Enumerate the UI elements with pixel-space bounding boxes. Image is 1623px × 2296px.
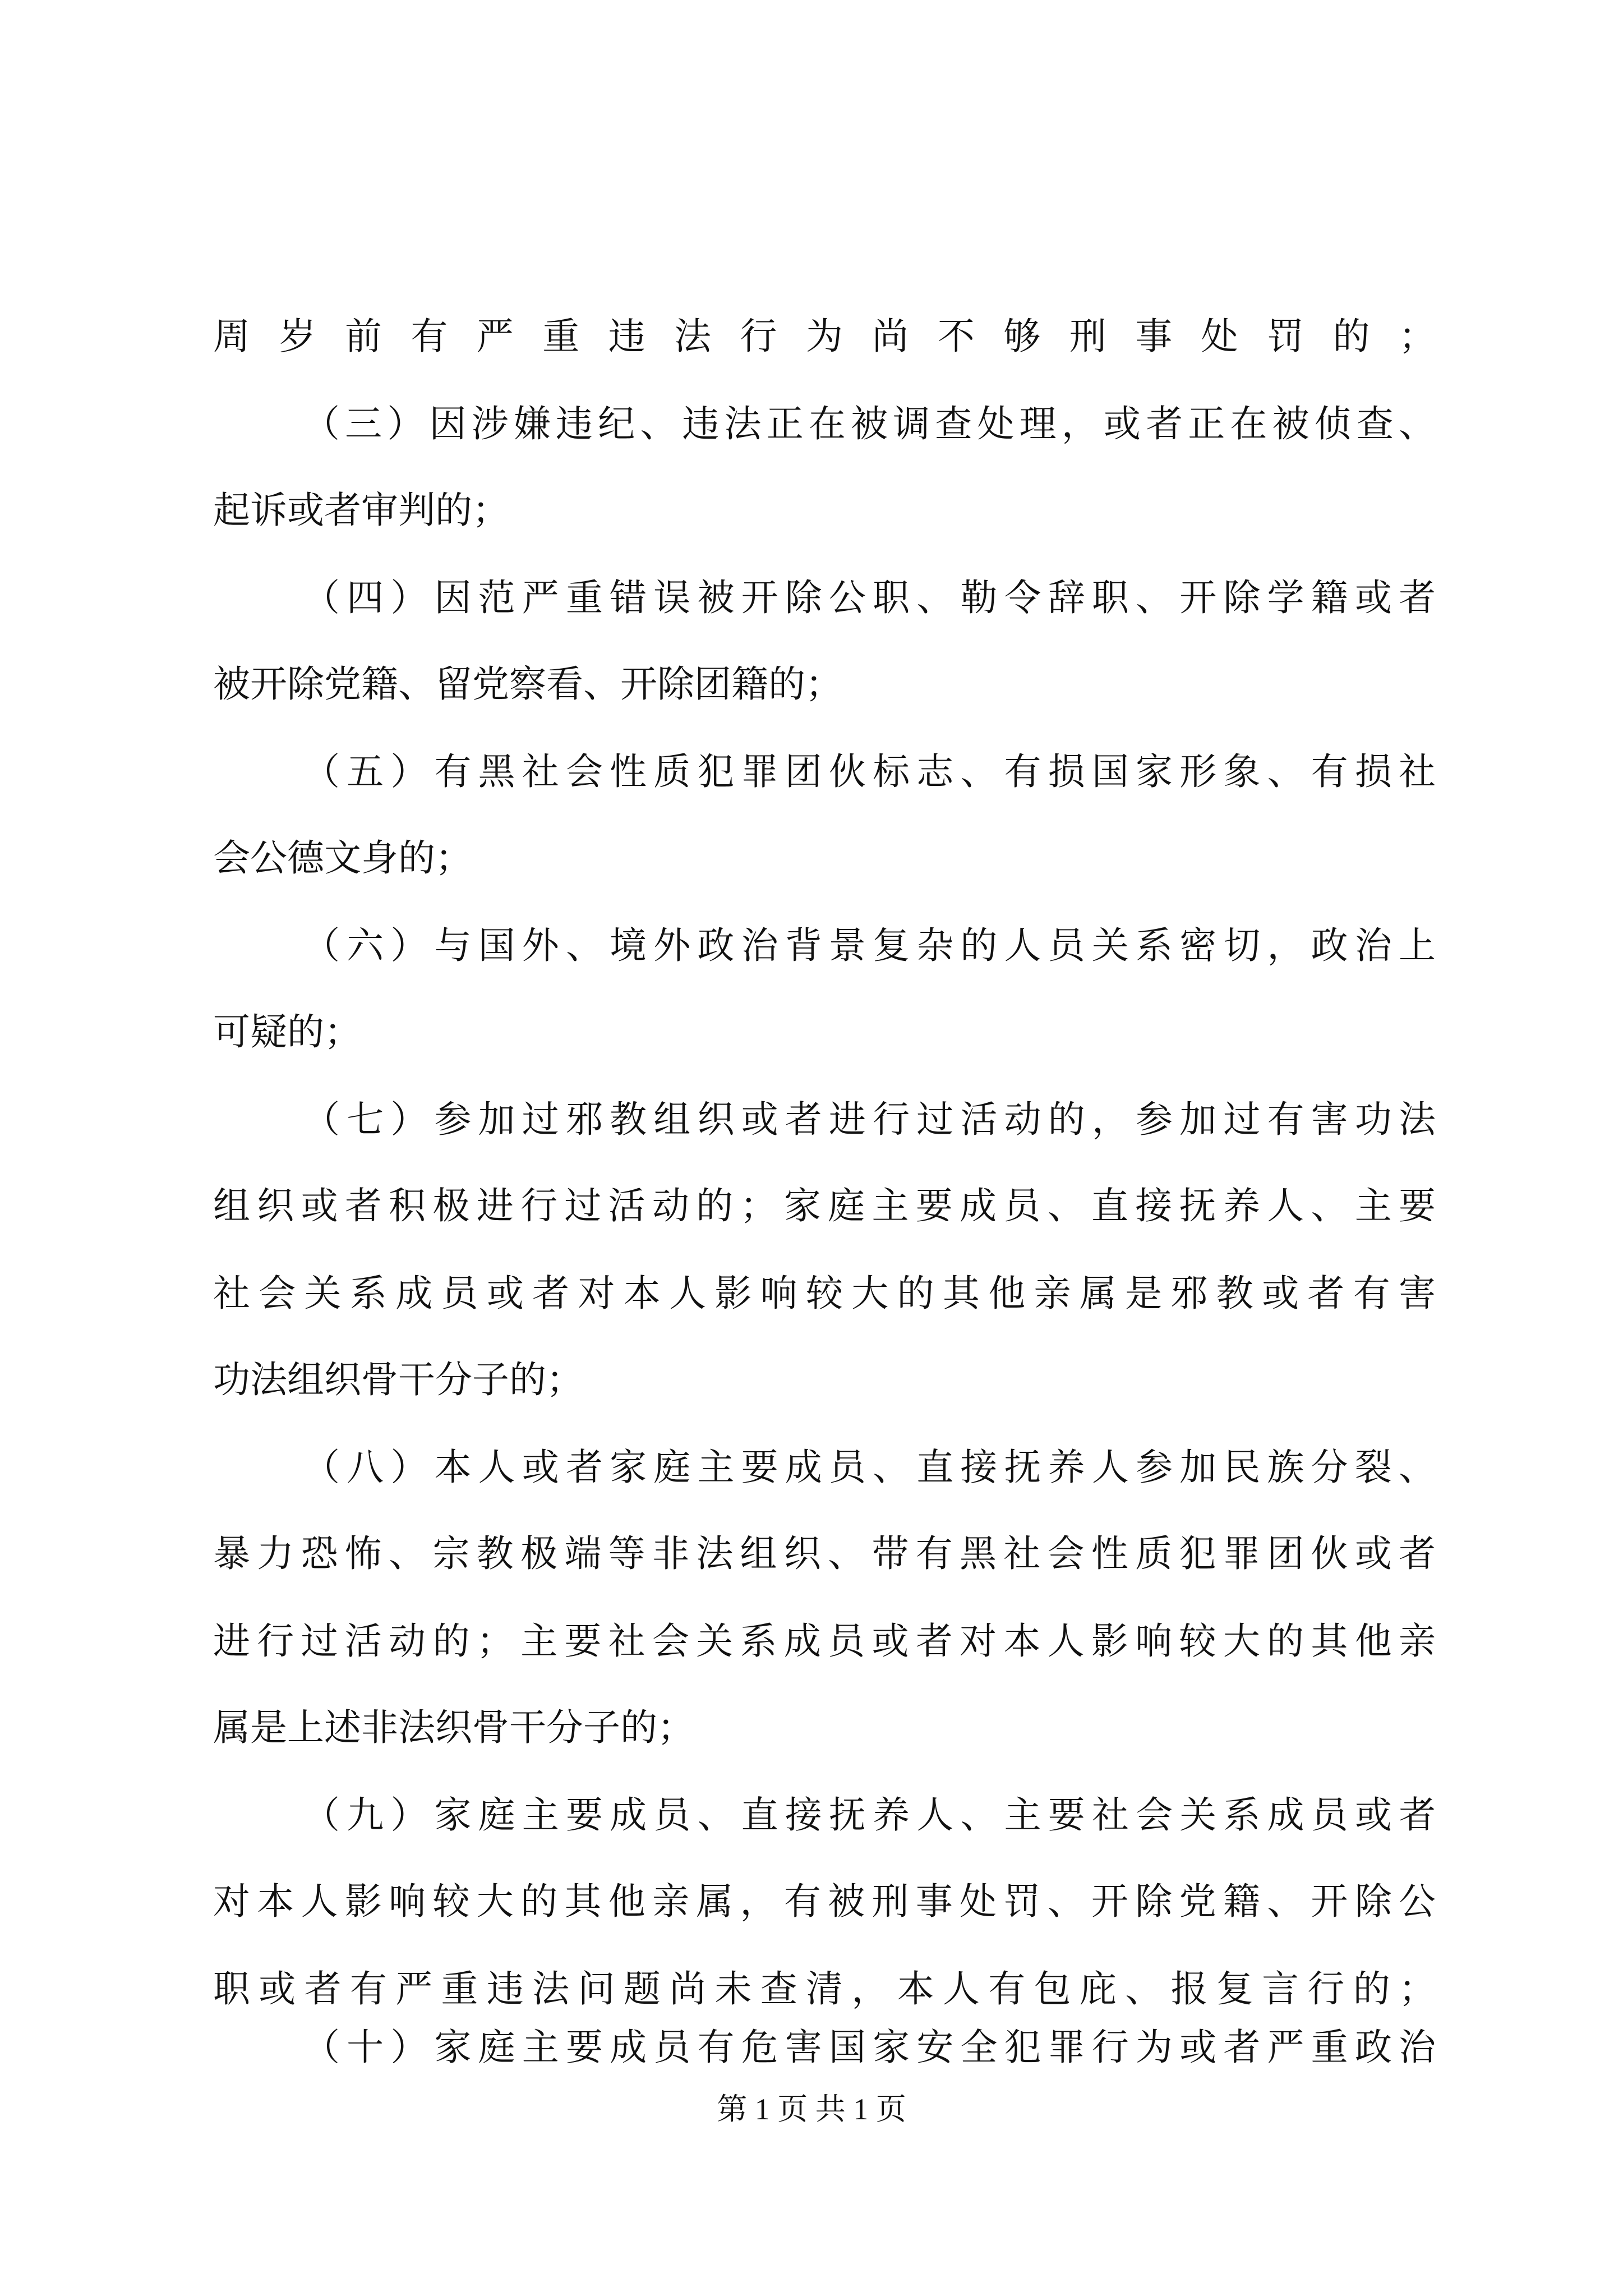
clause-9-line-2: 对本人影响较大的其他亲属，有被刑事处罚、开除党籍、开除公 [213,1880,1436,1923]
clause-8-line-2: 暴力恐怖、宗教极端等非法组织、带有黑社会性质犯罪团伙或者 [213,1532,1436,1575]
page-footer: 第 1 页 共 1 页 [717,2092,906,2126]
clause-4-line-2: 被开除党籍、留党察看、开除团籍的； [213,662,842,706]
clause-3-line-1: （三）因涉嫌违纪、违法正在被调查处理，或者正在被侦查、 [303,402,1436,445]
clause-7-line-1: （七）参加过邪教组织或者进行过活动的，参加过有害功法 [303,1098,1436,1141]
clause-4-line-1: （四）因范严重错误被开除公职、勒令辞职、开除学籍或者 [303,576,1436,619]
clause-6-line-1: （六）与国外、境外政治背景复杂的人员关系密切，政治上 [303,924,1436,967]
clause-10-line-1: （十）家庭主要成员有危害国家安全犯罪行为或者严重政治 [303,2026,1436,2069]
clause-7-line-3: 社会关系成员或者对本人影响较大的其他亲属是邪教或者有害 [213,1272,1436,1315]
clause-8-line-1: （八）本人或者家庭主要成员、直接抚养人参加民族分裂、 [303,1446,1436,1489]
text-line-1: 周岁前有严重违法行为尚不够刑事处罚的； [213,315,1436,358]
clause-3-line-2: 起诉或者审判的； [213,489,509,532]
clause-9-line-3: 职或者有严重违法问题尚未查清，本人有包庇、报复言行的； [213,1967,1436,2010]
clause-7-line-2: 组织或者积极进行过活动的；家庭主要成员、直接抚养人、主要 [213,1184,1436,1227]
clause-8-line-3: 进行过活动的；主要社会关系成员或者对本人影响较大的其他亲 [213,1619,1436,1663]
clause-5-line-2: 会公德文身的； [213,836,472,880]
clause-6-line-2: 可疑的； [213,1010,361,1053]
clause-9-line-1: （九）家庭主要成员、直接抚养人、主要社会关系成员或者 [303,1793,1436,1837]
clause-8-line-4: 属是上述非法织骨干分子的； [213,1706,694,1749]
clause-5-line-1: （五）有黑社会性质犯罪团伙标志、有损国家形象、有损社 [303,750,1436,793]
clause-7-line-4: 功法组织骨干分子的； [213,1358,583,1401]
